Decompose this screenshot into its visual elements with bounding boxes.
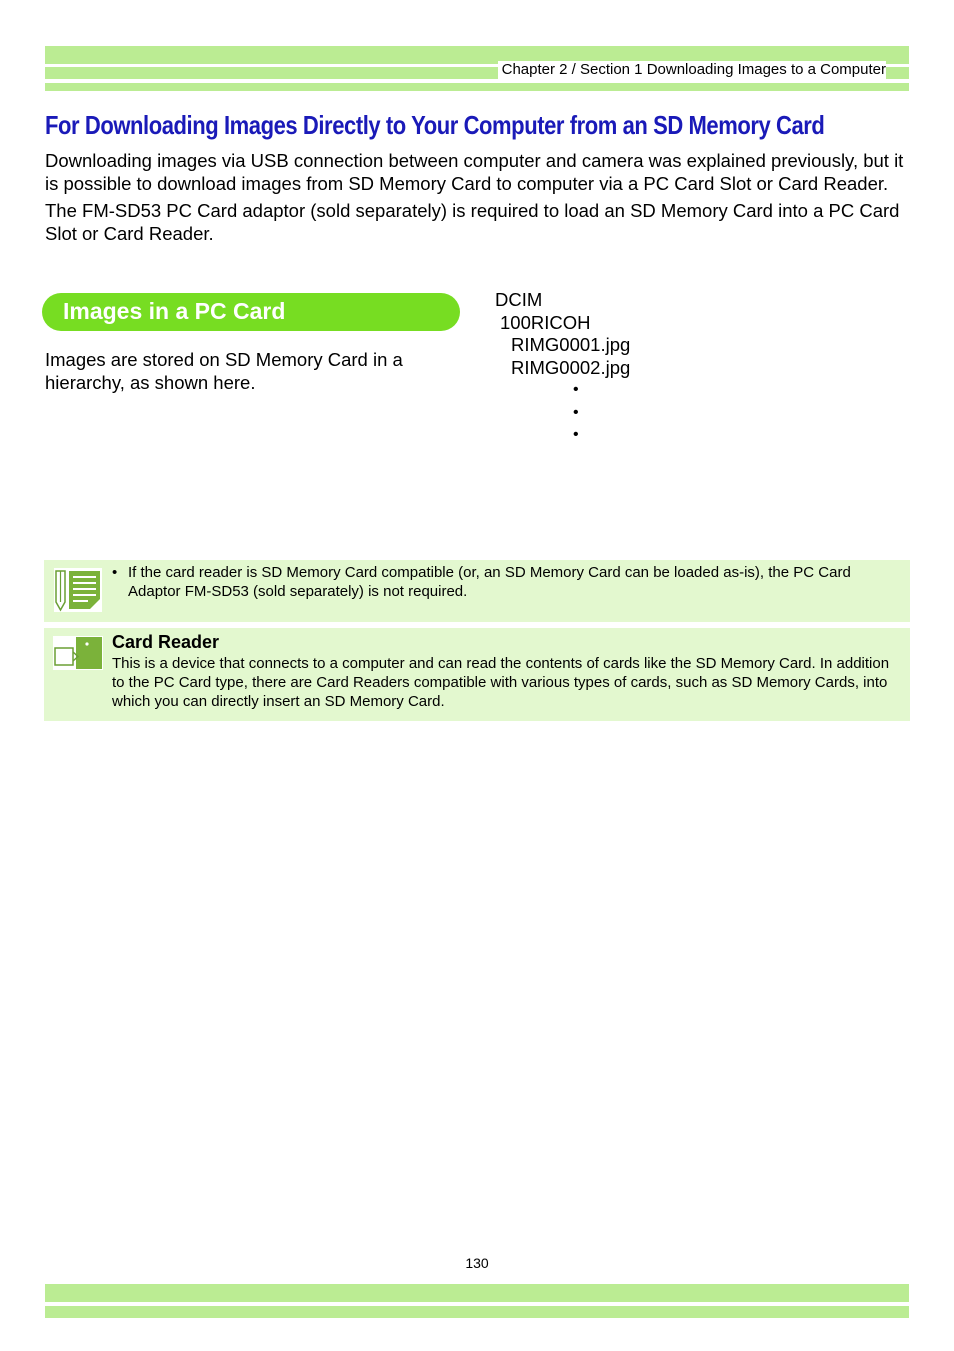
tree-file: RIMG0002.jpg xyxy=(511,356,631,378)
term-text: This is a device that connects to a computer and can read the contents of cards like the SD Memory Card. In addition to the PC Card type, there are Card Readers compatible with various types of cards, such as SD Memory Cards, into which you can directly insert an SD Memory Card. xyxy=(112,655,890,710)
footer-band-top xyxy=(45,1284,909,1302)
header-band-bottom xyxy=(45,83,909,91)
section-text: Images are stored on SD Memory Card in a hierarchy, as shown here. xyxy=(45,349,403,393)
section-heading xyxy=(42,293,460,331)
note-text xyxy=(112,563,892,601)
glossary-icon xyxy=(53,636,103,670)
breadcrumb: Chapter 2 / Section 1 Downloading Images to a Computer xyxy=(498,61,886,79)
memo-icon xyxy=(54,568,102,612)
tree-ellipsis-dot: • xyxy=(573,381,579,398)
intro-text xyxy=(45,150,913,250)
section-heading-label: Images in a PC Card xyxy=(63,298,286,324)
note-bullet-text: If the card reader is SD Memory Card compatible (or, an SD Memory Card can be loaded as-is), the PC Card Adaptor FM-SD53 (sold separately) is not required. xyxy=(128,564,851,600)
tree-subfolder: 100RICOH xyxy=(500,311,591,333)
tree-file: RIMG0001.jpg xyxy=(511,334,631,355)
folder-tree xyxy=(495,289,630,447)
tree-ellipsis-dot: • xyxy=(573,426,579,443)
bullet: • xyxy=(112,564,118,581)
intro-paragraph: The FM-SD53 PC Card adaptor (sold separately) is required to load an SD Memory Card into a PC Card Slot or Card Reader. xyxy=(45,199,900,244)
term-title: Card Reader xyxy=(112,632,220,652)
page-number: 130 xyxy=(465,1255,489,1271)
tree-ellipsis-dot: • xyxy=(573,403,579,421)
intro-paragraph: Downloading images via USB connection between computer and camera was explained previously, but it is possible to download images from SD Memory Card to computer via a PC Card Slot or Card Reader. xyxy=(45,150,904,194)
tree-root-folder: DCIM xyxy=(495,289,543,310)
page-title: For Downloading Images Directly to Your Computer from an SD Memory Card xyxy=(45,110,825,140)
footer-band-bottom xyxy=(45,1306,909,1318)
